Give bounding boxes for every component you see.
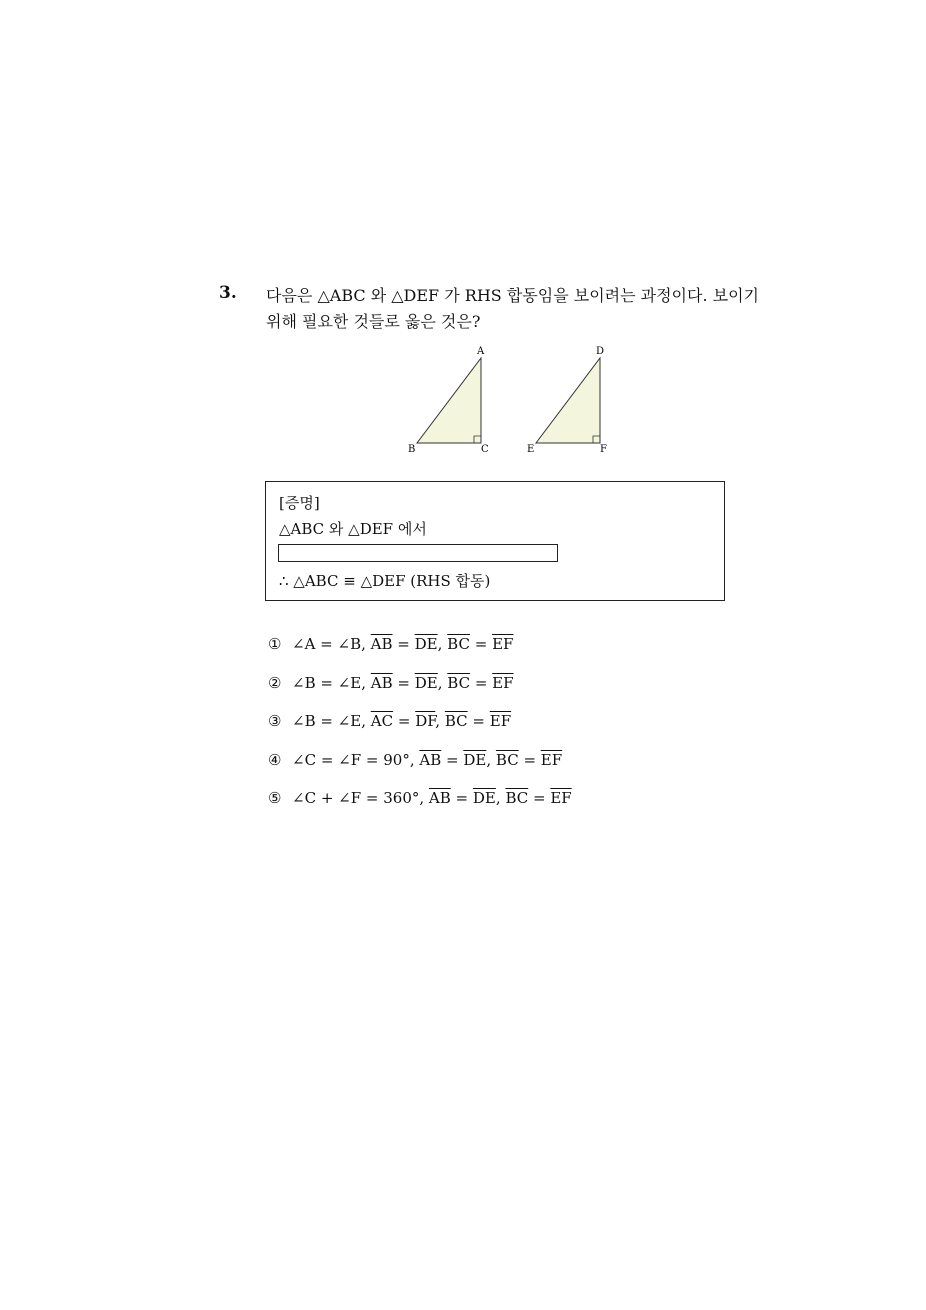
- proof-box: [265, 481, 725, 601]
- segment: $\overline{BC}$: [505, 789, 529, 807]
- question-line-2: 위해 필요한 것들로 옳은 것은?: [266, 312, 481, 331]
- triangle-figure: [390, 340, 630, 460]
- choice-marker: ⑤: [268, 789, 282, 807]
- segment: $\overline{AB}$: [419, 751, 442, 769]
- segment: $\overline{AC}$: [370, 712, 394, 730]
- equals: =: [528, 789, 551, 807]
- equals: =: [392, 674, 415, 692]
- proof-conclusion: ∴ △ABC ≡ △DEF (RHS 합동): [279, 572, 491, 590]
- triangle-abc: [408, 346, 489, 455]
- equals: =: [467, 712, 490, 730]
- segment: $\overline{DF}$: [415, 712, 436, 730]
- choice-5[interactable]: [268, 789, 572, 807]
- vertex-label-d: D: [596, 346, 605, 357]
- choice-2[interactable]: [268, 674, 514, 692]
- segment: $\overline{EF}$: [492, 674, 514, 692]
- vertex-label-a: A: [477, 346, 485, 357]
- comma: ,: [495, 789, 501, 807]
- question-number: 3.: [219, 283, 237, 303]
- vertex-label-b: B: [408, 444, 416, 455]
- choice-marker: ②: [268, 674, 282, 692]
- equals: =: [470, 674, 493, 692]
- equals: =: [393, 712, 416, 730]
- choice-angle: ∠A = ∠B,: [292, 635, 366, 653]
- choice-4[interactable]: [268, 751, 562, 769]
- vertex-label-e: E: [527, 444, 535, 455]
- triangle-def-shape: [536, 358, 600, 443]
- segment: $\overline{BC}$: [444, 712, 468, 730]
- equals: =: [469, 635, 493, 653]
- segment: $\overline{DE}$: [414, 635, 438, 653]
- segment: $\overline{BC}$: [447, 674, 471, 692]
- proof-line-1: △ABC 와 △DEF 에서: [279, 520, 427, 538]
- segment: $\overline{EF}$: [540, 751, 563, 769]
- comma: ,: [437, 674, 443, 692]
- equals: =: [450, 789, 473, 807]
- triangle-abc-shape: [417, 358, 481, 443]
- segment: $\overline{DE}$: [414, 674, 438, 692]
- choice-marker: ④: [268, 751, 282, 769]
- segment: $\overline{EF}$: [489, 712, 512, 730]
- segment: $\overline{DE}$: [472, 789, 496, 807]
- choice-3[interactable]: [268, 712, 511, 730]
- comma: ,: [435, 712, 441, 730]
- question-text: [266, 283, 766, 335]
- vertex-label-c: C: [481, 444, 489, 455]
- choice-angle: ∠C + ∠F = 360°,: [292, 789, 425, 807]
- segment: $\overline{BC}$: [447, 635, 470, 653]
- choice-angle: ∠B = ∠E,: [292, 712, 366, 730]
- equals: =: [392, 635, 415, 653]
- comma: ,: [486, 751, 492, 769]
- proof-title: [증명]: [279, 494, 320, 512]
- choice-marker: ③: [268, 712, 282, 730]
- choice-angle: ∠C = ∠F = 90°,: [292, 751, 415, 769]
- proof-blank-box: [278, 544, 558, 562]
- segment: $\overline{DE}$: [463, 751, 487, 769]
- segment: $\overline{AB}$: [370, 635, 393, 653]
- equals: =: [518, 751, 541, 769]
- segment: $\overline{EF}$: [550, 789, 572, 807]
- equals: =: [441, 751, 464, 769]
- question-line-1: 다음은 △ABC 와 △DEF 가 RHS 합동임을 보이려는 과정이다. 보이기: [266, 286, 760, 305]
- segment: $\overline{AB}$: [370, 674, 393, 692]
- triangle-def: [527, 346, 607, 455]
- vertex-label-f: F: [600, 444, 607, 455]
- segment: $\overline{EF}$: [492, 635, 514, 653]
- segment: $\overline{AB}$: [428, 789, 451, 807]
- choice-marker: ①: [268, 635, 282, 653]
- comma: ,: [437, 635, 443, 653]
- segment: $\overline{BC}$: [495, 751, 519, 769]
- choice-angle: ∠B = ∠E,: [292, 674, 366, 692]
- choice-1[interactable]: [268, 635, 513, 653]
